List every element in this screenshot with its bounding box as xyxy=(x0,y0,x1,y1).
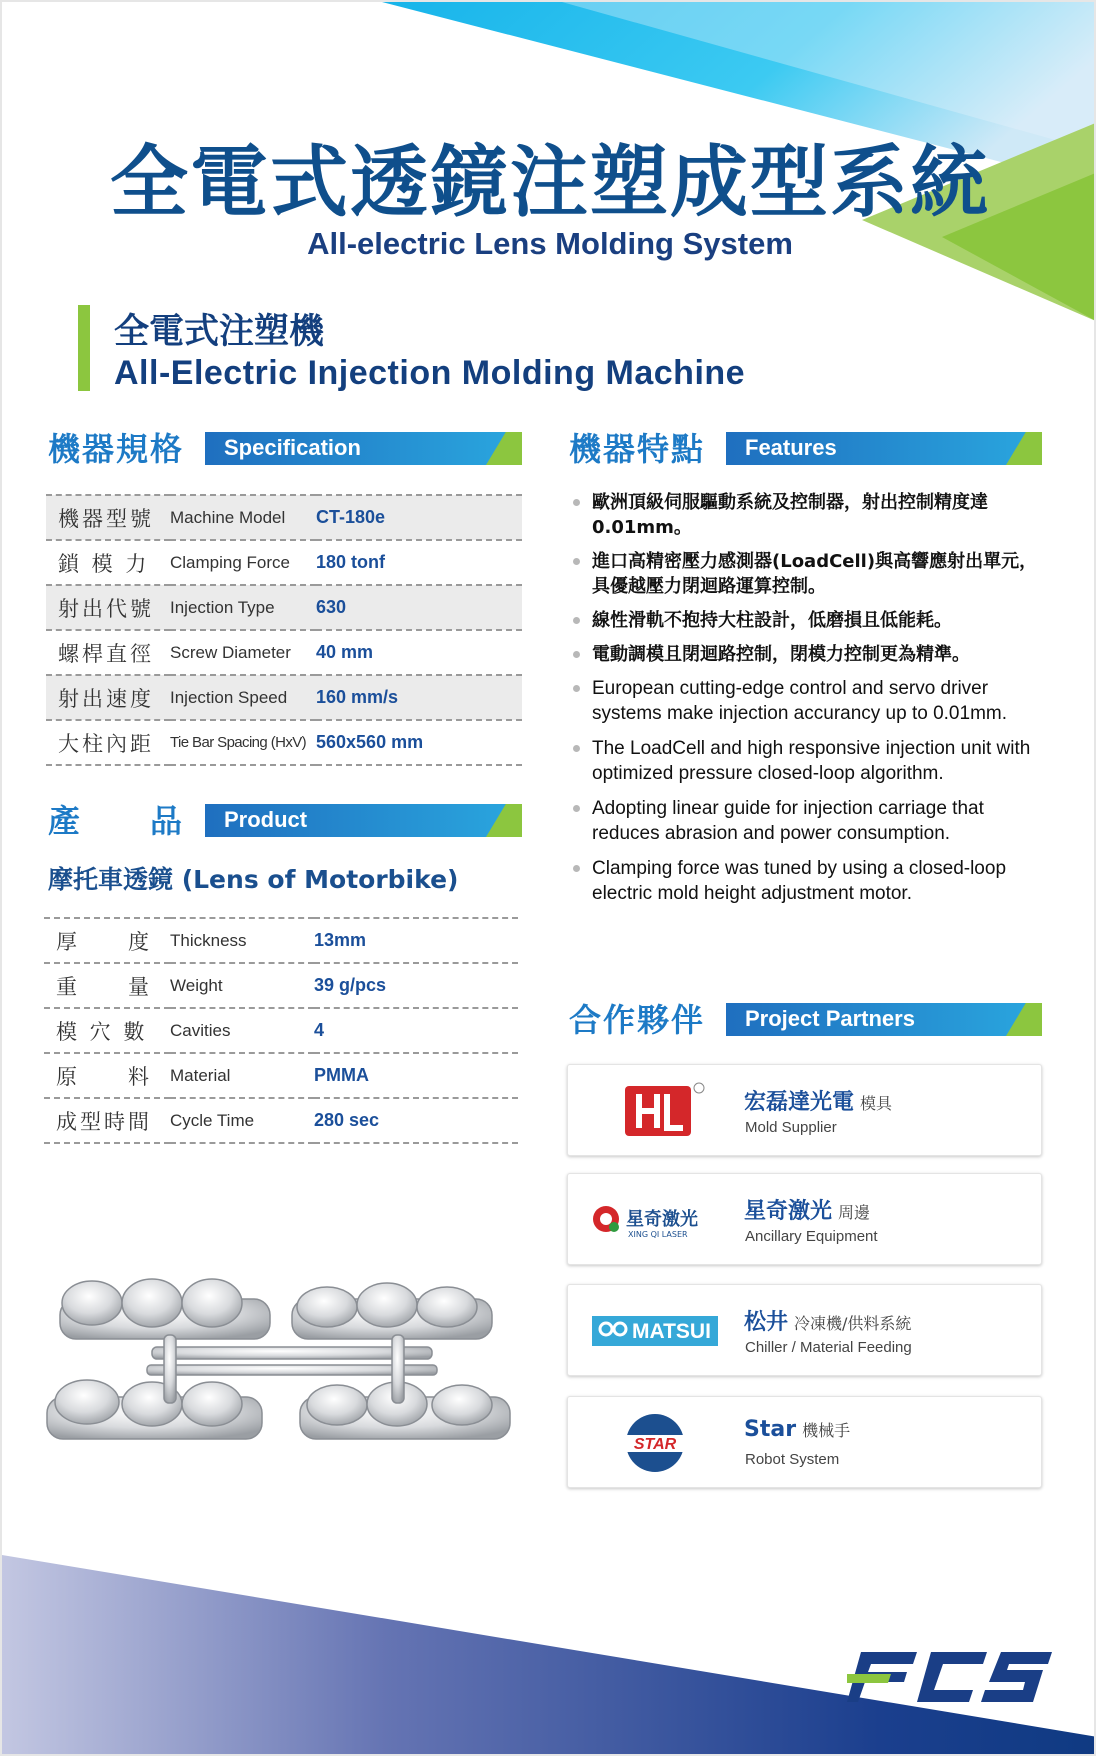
spec-label-zh: 螺桿直徑 xyxy=(46,630,170,675)
spec-value: 560x560 mm xyxy=(316,720,522,765)
features-title-zh: 機器特點 xyxy=(569,430,706,468)
product-name: 摩托車透鏡 (Lens of Motorbike) xyxy=(48,865,459,894)
spec-label-en: Clamping Force xyxy=(170,540,316,585)
table-row xyxy=(46,675,522,720)
product-title-zh: 產 品 xyxy=(48,802,185,840)
spec-label-en: Injection Speed xyxy=(170,675,316,720)
list-item: 進口高精密壓力感測器(LoadCell)與高響應射出單元，具優越壓力閉迴路運算控制。 xyxy=(572,549,1042,599)
product-label-zh: 原 料 xyxy=(44,1053,170,1098)
spec-value: 630 xyxy=(316,585,522,630)
table-row xyxy=(44,1053,518,1098)
spec-value: 160 mm/s xyxy=(316,675,522,720)
logo-text-en: XING QI LASER xyxy=(628,1230,688,1239)
spec-label-zh: 鎖 模 力 xyxy=(46,540,170,585)
table-row xyxy=(46,495,522,540)
spec-value: 180 tonf xyxy=(316,540,522,585)
product-label-zh: 成型時間 xyxy=(44,1098,170,1143)
spec-label-en: Tie Bar Spacing (HxV) xyxy=(170,720,316,765)
subtitle-en: All-Electric Injection Molding Machine xyxy=(114,354,746,392)
table-row xyxy=(44,1008,518,1053)
spec-title-en: Specification xyxy=(224,435,361,460)
partner-card-matsui xyxy=(567,1284,1042,1376)
list-item: 線性滑軌不抱持大柱設計，低磨損且低能耗。 xyxy=(572,608,1042,633)
features-title-bar xyxy=(726,432,1042,465)
subtitle-zh: 全電式注塑機 xyxy=(114,312,325,352)
partner-category: 模具 xyxy=(860,1094,893,1113)
spec-value: 40 mm xyxy=(316,630,522,675)
product-value: 4 xyxy=(314,1008,518,1053)
spec-label-en: Machine Model xyxy=(170,495,316,540)
product-title-en: Product xyxy=(224,807,308,832)
green-tip xyxy=(1006,1003,1042,1036)
table-row xyxy=(44,1098,518,1143)
fcs-logo xyxy=(847,1652,1052,1702)
features-section-header xyxy=(569,429,1042,468)
motorbike-lens-image xyxy=(32,1267,532,1457)
table-row xyxy=(46,720,522,765)
table-row xyxy=(46,630,522,675)
partner-name xyxy=(744,1417,850,1442)
logo-text: STAR xyxy=(633,1436,677,1453)
list-item: Adopting linear guide for injection carriage that reduces abrasion and power consumption. xyxy=(572,796,1042,846)
partners-section-header xyxy=(569,1000,1042,1039)
green-tip xyxy=(1006,432,1042,465)
partners-title-bar xyxy=(726,1003,1042,1036)
partner-card-xingqi xyxy=(567,1173,1042,1265)
table-row xyxy=(46,585,522,630)
product-value: 280 sec xyxy=(314,1098,518,1143)
partner-name xyxy=(744,1085,892,1116)
main-title-zh: 全電式透鏡注塑成型系統 xyxy=(109,138,990,228)
xing-qi-laser-logo-icon xyxy=(590,1188,720,1252)
partner-category: 機械手 xyxy=(802,1421,851,1440)
spec-table xyxy=(46,494,522,766)
list-item: European cutting-edge control and servo driver systems make injection accurancy up to 0.01mm. xyxy=(572,676,1042,726)
table-row xyxy=(44,963,518,1008)
partner-name xyxy=(744,1305,911,1336)
spec-title-zh: 機器規格 xyxy=(48,430,185,468)
spec-label-en: Injection Type xyxy=(170,585,316,630)
product-table xyxy=(44,917,518,1144)
spec-label-zh: 射出代號 xyxy=(46,585,170,630)
list-item: Clamping force was tuned by using a closed-loop electric mold height adjustment motor. xyxy=(572,856,1042,906)
spec-value: CT-180e xyxy=(316,495,522,540)
product-label-en: Cavities xyxy=(170,1008,314,1053)
partner-desc: Chiller / Material Feeding xyxy=(745,1339,912,1356)
features-title-en: Features xyxy=(745,435,837,460)
spec-label-zh: 射出速度 xyxy=(46,675,170,720)
list-item: 歐洲頂級伺服驅動系統及控制器，射出控制精度達0.01mm。 xyxy=(572,490,1042,540)
spec-title-bar xyxy=(205,432,522,465)
green-tip xyxy=(486,432,522,465)
product-label-en: Material xyxy=(170,1053,314,1098)
product-label-en: Weight xyxy=(170,963,314,1008)
partner-name-text: 星奇激光 xyxy=(744,1199,833,1224)
product-label-zh: 重 量 xyxy=(44,963,170,1008)
partners-title-zh: 合作夥伴 xyxy=(569,1001,706,1039)
partner-category: 冷凍機/供料系統 xyxy=(794,1314,912,1333)
partner-name-text: 宏磊達光電 xyxy=(744,1090,855,1115)
product-label-en: Cycle Time xyxy=(170,1098,314,1143)
product-label-zh: 厚 度 xyxy=(44,918,170,963)
spec-label-zh: 機器型號 xyxy=(46,495,170,540)
partner-name-text: 松井 xyxy=(744,1310,789,1335)
logo-text: MATSUI xyxy=(632,1320,711,1343)
partner-desc: Ancillary Equipment xyxy=(745,1228,878,1245)
subtitle-accent-bar xyxy=(78,305,90,391)
product-label-zh: 模 穴 數 xyxy=(44,1008,170,1053)
hl-logo-icon xyxy=(590,1079,720,1143)
product-title-bar xyxy=(205,804,522,837)
partner-card-star xyxy=(567,1396,1042,1488)
product-value: PMMA xyxy=(314,1053,518,1098)
spec-label-zh: 大柱內距 xyxy=(46,720,170,765)
partner-name xyxy=(744,1194,870,1225)
partner-desc: Robot System xyxy=(745,1451,840,1468)
features-list xyxy=(572,490,1042,916)
matsui-logo-icon xyxy=(590,1299,720,1363)
table-row xyxy=(44,918,518,963)
list-item: 電動調模且閉迴路控制，閉模力控制更為精準。 xyxy=(572,642,1042,667)
main-title-en: All-electric Lens Molding System xyxy=(307,226,793,261)
product-value: 39 g/pcs xyxy=(314,963,518,1008)
partner-category: 周邊 xyxy=(838,1203,871,1222)
partner-card-hl xyxy=(567,1064,1042,1156)
logo-text-zh: 星奇激光 xyxy=(626,1209,698,1230)
green-tip xyxy=(486,804,522,837)
table-row xyxy=(46,540,522,585)
product-section-header xyxy=(48,801,522,840)
spec-section-header xyxy=(48,429,522,468)
partner-desc: Mold Supplier xyxy=(745,1119,837,1136)
product-value: 13mm xyxy=(314,918,518,963)
partners-title-en: Project Partners xyxy=(745,1006,915,1031)
partner-name-text: Star xyxy=(744,1417,797,1442)
spec-label-en: Screw Diameter xyxy=(170,630,316,675)
list-item: The LoadCell and high responsive injection unit with optimized pressure closed-loop algorithm. xyxy=(572,736,1042,786)
product-label-en: Thickness xyxy=(170,918,314,963)
star-logo-icon xyxy=(590,1411,720,1475)
